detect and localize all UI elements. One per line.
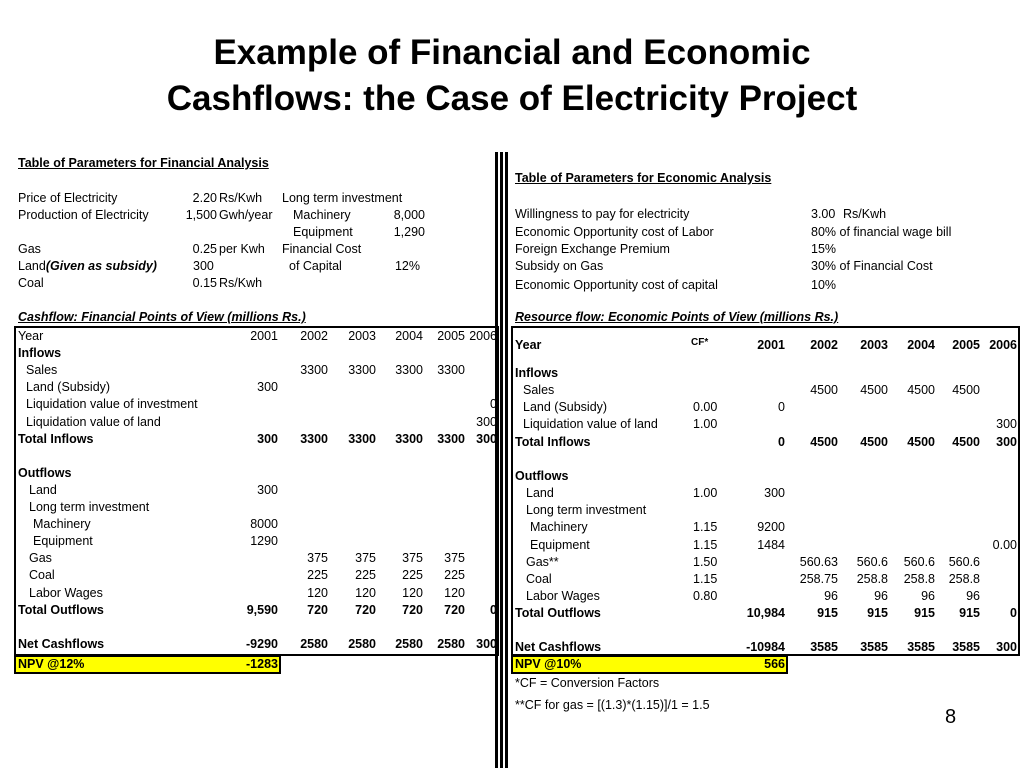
table-row (18, 533, 498, 550)
year-column-header: 2001 (757, 338, 785, 352)
land-label-text: Land (18, 259, 46, 273)
coal-label: Coal (18, 276, 44, 290)
year-column-header: 2005 (952, 338, 980, 352)
row-value: 3300 (300, 431, 328, 446)
table-row (515, 451, 1020, 468)
year-column-header: 2002 (300, 329, 328, 343)
economic-npv-value: 566 (764, 657, 785, 671)
price-label: Price of Electricity (18, 191, 118, 205)
row-value: 3585 (860, 640, 888, 655)
row-value: -10984 (746, 640, 785, 655)
row-label: Machinery (33, 517, 91, 532)
row-label: Land (Subsidy) (523, 400, 608, 415)
conversion-factor: 0.80 (693, 588, 718, 603)
table-row (18, 448, 498, 465)
row-value: 3585 (810, 640, 838, 655)
gas-value: 0.25 (192, 242, 217, 256)
row-label: Liquidation value of land (523, 417, 658, 432)
conversion-factor: 1.00 (693, 417, 718, 432)
row-label: Land (Subsidy) (26, 380, 111, 395)
row-value: 300 (257, 482, 278, 497)
row-value: -9290 (246, 636, 278, 651)
table-row (18, 636, 498, 653)
coal-value: 0.15 (192, 276, 217, 290)
row-value: 3300 (437, 363, 465, 378)
machinery-value: 8,000 (393, 208, 425, 222)
conversion-factor: 1.15 (693, 537, 718, 552)
row-value: 375 (444, 551, 465, 566)
row-value: 300 (996, 640, 1017, 655)
row-value: 2580 (437, 636, 465, 651)
financial-header-row (18, 328, 498, 345)
year-column-header: 2004 (395, 329, 423, 343)
row-label: Outflows (515, 468, 569, 483)
production-label: Production of Electricity (18, 208, 149, 222)
row-value: 258.8 (948, 571, 980, 586)
price-unit: Rs/Kwh (219, 191, 263, 205)
row-label: Liquidation value of investment (26, 397, 198, 412)
row-value: 225 (307, 568, 328, 583)
row-value: 915 (914, 606, 935, 621)
row-label: Total Inflows (18, 431, 94, 446)
conversion-factor: 1.15 (693, 571, 718, 586)
row-value: 300 (476, 636, 497, 651)
fx-value: 15% (811, 242, 837, 256)
row-label: Coal (29, 568, 55, 583)
gas-subsidy-value: 30% of Financial Cost (811, 259, 933, 273)
row-value: 300 (764, 486, 785, 501)
table-row (515, 588, 1020, 605)
economic-resourceflow-heading: Resource flow: Economic Points of View (millions Rs.) (515, 310, 839, 324)
row-value: 225 (444, 568, 465, 583)
land-value: 300 (193, 259, 214, 273)
row-label: Labor Wages (526, 588, 600, 603)
conversion-factor: 1.15 (693, 520, 718, 535)
table-row (515, 365, 1020, 382)
financial-params-heading: Table of Parameters for Financial Analysis (18, 156, 269, 170)
table-row (18, 516, 498, 533)
economic-header-row (515, 337, 1020, 354)
row-value: 3300 (348, 363, 376, 378)
table-row (18, 379, 498, 396)
row-label: Land (29, 482, 57, 497)
coal-unit: Rs/Kwh (219, 276, 263, 290)
row-value: 560.63 (799, 554, 838, 569)
footnote-cf: *CF = Conversion Factors (515, 676, 660, 690)
row-label: Gas (29, 551, 52, 566)
row-value: 0 (490, 397, 497, 412)
table-row (515, 416, 1020, 433)
row-value: 2580 (300, 636, 328, 651)
row-value: 560.6 (948, 554, 980, 569)
table-row (515, 519, 1020, 536)
table-row (515, 502, 1020, 519)
row-value: 0 (490, 602, 497, 617)
labor-cost-value: 80% of financial wage bill (811, 225, 952, 239)
row-value: 10,984 (746, 606, 785, 621)
year-column-header: 2001 (250, 329, 278, 343)
capital-cost-value: 10% (811, 278, 837, 292)
row-value: 1290 (250, 534, 278, 549)
wtp-unit: Rs/Kwh (843, 207, 887, 221)
row-value: 3585 (907, 640, 935, 655)
row-value: 1484 (757, 537, 785, 552)
table-row (515, 434, 1020, 451)
row-value: 8000 (250, 517, 278, 532)
cf-header: CF* (691, 337, 709, 348)
row-value: 120 (402, 585, 423, 600)
row-value: 3300 (395, 363, 423, 378)
row-value: 560.6 (903, 554, 935, 569)
row-value: 9200 (757, 520, 785, 535)
fincost-value: 12% (394, 259, 420, 273)
row-value: 120 (307, 585, 328, 600)
table-row (515, 605, 1020, 622)
row-value: 915 (817, 606, 838, 621)
financial-cashflow-heading: Cashflow: Financial Points of View (millions Rs.) (18, 310, 306, 324)
row-value: 258.8 (903, 571, 935, 586)
year-column-header: 2006 (989, 338, 1017, 352)
equipment-value: 1,290 (393, 225, 425, 239)
title-line-1: Example of Financial and Economic (213, 33, 811, 72)
fx-label: Foreign Exchange Premium (515, 242, 670, 256)
row-value: 4500 (907, 383, 935, 398)
economic-npv-label: NPV @10% (515, 657, 582, 671)
row-value: 96 (966, 588, 980, 603)
row-value: 300 (257, 431, 278, 446)
row-label: Sales (523, 383, 555, 398)
row-label: Inflows (18, 346, 62, 361)
row-label: Land (526, 486, 554, 501)
table-row (18, 431, 498, 448)
economic-params-heading: Table of Parameters for Economic Analysis (515, 171, 772, 185)
row-label: Total Outflows (18, 602, 104, 617)
row-value: 300 (996, 434, 1017, 449)
row-value: 300 (476, 414, 497, 429)
financial-npv-value: -1283 (246, 657, 278, 671)
row-value: 4500 (907, 434, 935, 449)
row-value: 3585 (952, 640, 980, 655)
row-value: 96 (874, 588, 888, 603)
row-value: 4500 (952, 434, 980, 449)
row-value: 375 (307, 551, 328, 566)
row-value: 2580 (395, 636, 423, 651)
row-label: Liquidation value of land (26, 414, 161, 429)
table-row (515, 622, 1020, 639)
row-value: 915 (867, 606, 888, 621)
row-value: 720 (402, 602, 423, 617)
table-row (515, 382, 1020, 399)
conversion-factor: 1.00 (693, 486, 718, 501)
table-row (515, 571, 1020, 588)
table-row (18, 345, 498, 362)
row-label: Machinery (530, 520, 588, 535)
row-label: Net Cashflows (18, 636, 105, 651)
row-value: 300 (996, 417, 1017, 432)
table-row (515, 399, 1020, 416)
row-value: 720 (355, 602, 376, 617)
row-value: 560.6 (856, 554, 888, 569)
gas-label: Gas (18, 242, 41, 256)
table-row (18, 619, 498, 636)
row-value: 96 (921, 588, 935, 603)
land-label (18, 258, 157, 275)
row-value: 720 (307, 602, 328, 617)
table-row (18, 602, 498, 619)
row-value: 4500 (860, 434, 888, 449)
row-value: 96 (824, 588, 838, 603)
row-label: Net Cashflows (515, 640, 602, 655)
table-row (18, 362, 498, 379)
fincost-label-2: of Capital (289, 259, 342, 273)
row-value: 4500 (952, 383, 980, 398)
row-value: 300 (257, 380, 278, 395)
table-row (515, 639, 1020, 656)
row-value: 4500 (810, 434, 838, 449)
table-row (515, 485, 1020, 502)
row-label: Coal (526, 571, 552, 586)
row-value: 0.00 (992, 537, 1017, 552)
title-line-2: Cashflows: the Case of Electricity Project (166, 79, 858, 118)
row-label: Long term investment (29, 500, 150, 514)
financial-npv-label: NPV @12% (18, 657, 85, 671)
year-column-header: 2003 (348, 329, 376, 343)
conversion-factor: 0.00 (693, 400, 718, 415)
year-header: Year (515, 338, 542, 352)
table-row (515, 468, 1020, 485)
row-value: 3300 (300, 363, 328, 378)
land-note: (Given as subsidy) (45, 259, 157, 273)
table-row (18, 396, 498, 413)
table-row (18, 550, 498, 567)
row-value: 0 (778, 400, 785, 415)
row-label: Long term investment (526, 503, 647, 518)
row-value: 9,590 (246, 602, 278, 617)
row-value: 120 (355, 585, 376, 600)
footnote-gas-cf: **CF for gas = [(1.3)*(1.15)]/1 = 1.5 (515, 698, 710, 712)
row-value: 3300 (395, 431, 423, 446)
year-column-header: 2006 (469, 329, 497, 343)
year-column-header: 2004 (907, 338, 935, 352)
table-row (18, 465, 498, 482)
row-value: 4500 (810, 383, 838, 398)
row-label: Total Outflows (515, 606, 601, 621)
production-value: 1,500 (185, 208, 217, 222)
row-value: 2580 (348, 636, 376, 651)
row-value: 0 (1010, 606, 1017, 621)
year-column-header: 2002 (810, 338, 838, 352)
fincost-label-1: Financial Cost (282, 242, 362, 256)
row-value: 258.75 (799, 571, 838, 586)
table-row (18, 585, 498, 602)
table-row (515, 537, 1020, 554)
gas-unit: per Kwh (219, 242, 265, 256)
row-value: 225 (402, 568, 423, 583)
table-row (18, 482, 498, 499)
equipment-label: Equipment (293, 225, 353, 239)
row-label: Outflows (18, 465, 72, 480)
row-value: 120 (444, 585, 465, 600)
row-value: 258.8 (856, 571, 888, 586)
row-value: 0 (778, 434, 785, 449)
row-label: Gas** (526, 554, 559, 569)
row-label: Total Inflows (515, 434, 591, 449)
row-label: Inflows (515, 366, 559, 380)
wtp-value: 3.00 (811, 207, 836, 221)
table-row (515, 554, 1020, 571)
table-row (18, 499, 498, 516)
table-row (18, 414, 498, 431)
lti-label: Long term investment (282, 191, 403, 205)
row-value: 225 (355, 568, 376, 583)
conversion-factor: 1.50 (693, 554, 718, 569)
capital-cost-label: Economic Opportunity cost of capital (515, 278, 718, 292)
year-column-header: 2005 (437, 329, 465, 343)
wtp-label: Willingness to pay for electricity (515, 207, 690, 221)
row-label: Equipment (530, 537, 590, 552)
row-value: 375 (355, 551, 376, 566)
row-value: 915 (959, 606, 980, 621)
gas-subsidy-label: Subsidy on Gas (515, 259, 604, 273)
labor-cost-label: Economic Opportunity cost of Labor (515, 225, 714, 239)
year-column-header: 2003 (860, 338, 888, 352)
price-value: 2.20 (192, 191, 217, 205)
machinery-label: Machinery (293, 208, 351, 222)
production-unit: Gwh/year (219, 208, 273, 222)
page-title (0, 30, 1024, 122)
row-value: 375 (402, 551, 423, 566)
page-number: 8 (945, 706, 957, 728)
table-row (18, 567, 498, 584)
row-label: Sales (26, 363, 58, 378)
row-value: 4500 (860, 383, 888, 398)
row-label: Labor Wages (29, 585, 103, 600)
row-value: 3300 (348, 431, 376, 446)
row-label: Equipment (33, 534, 93, 549)
row-value: 300 (476, 431, 497, 446)
year-header: Year (18, 329, 44, 343)
row-value: 720 (444, 602, 465, 617)
row-value: 3300 (437, 431, 465, 446)
